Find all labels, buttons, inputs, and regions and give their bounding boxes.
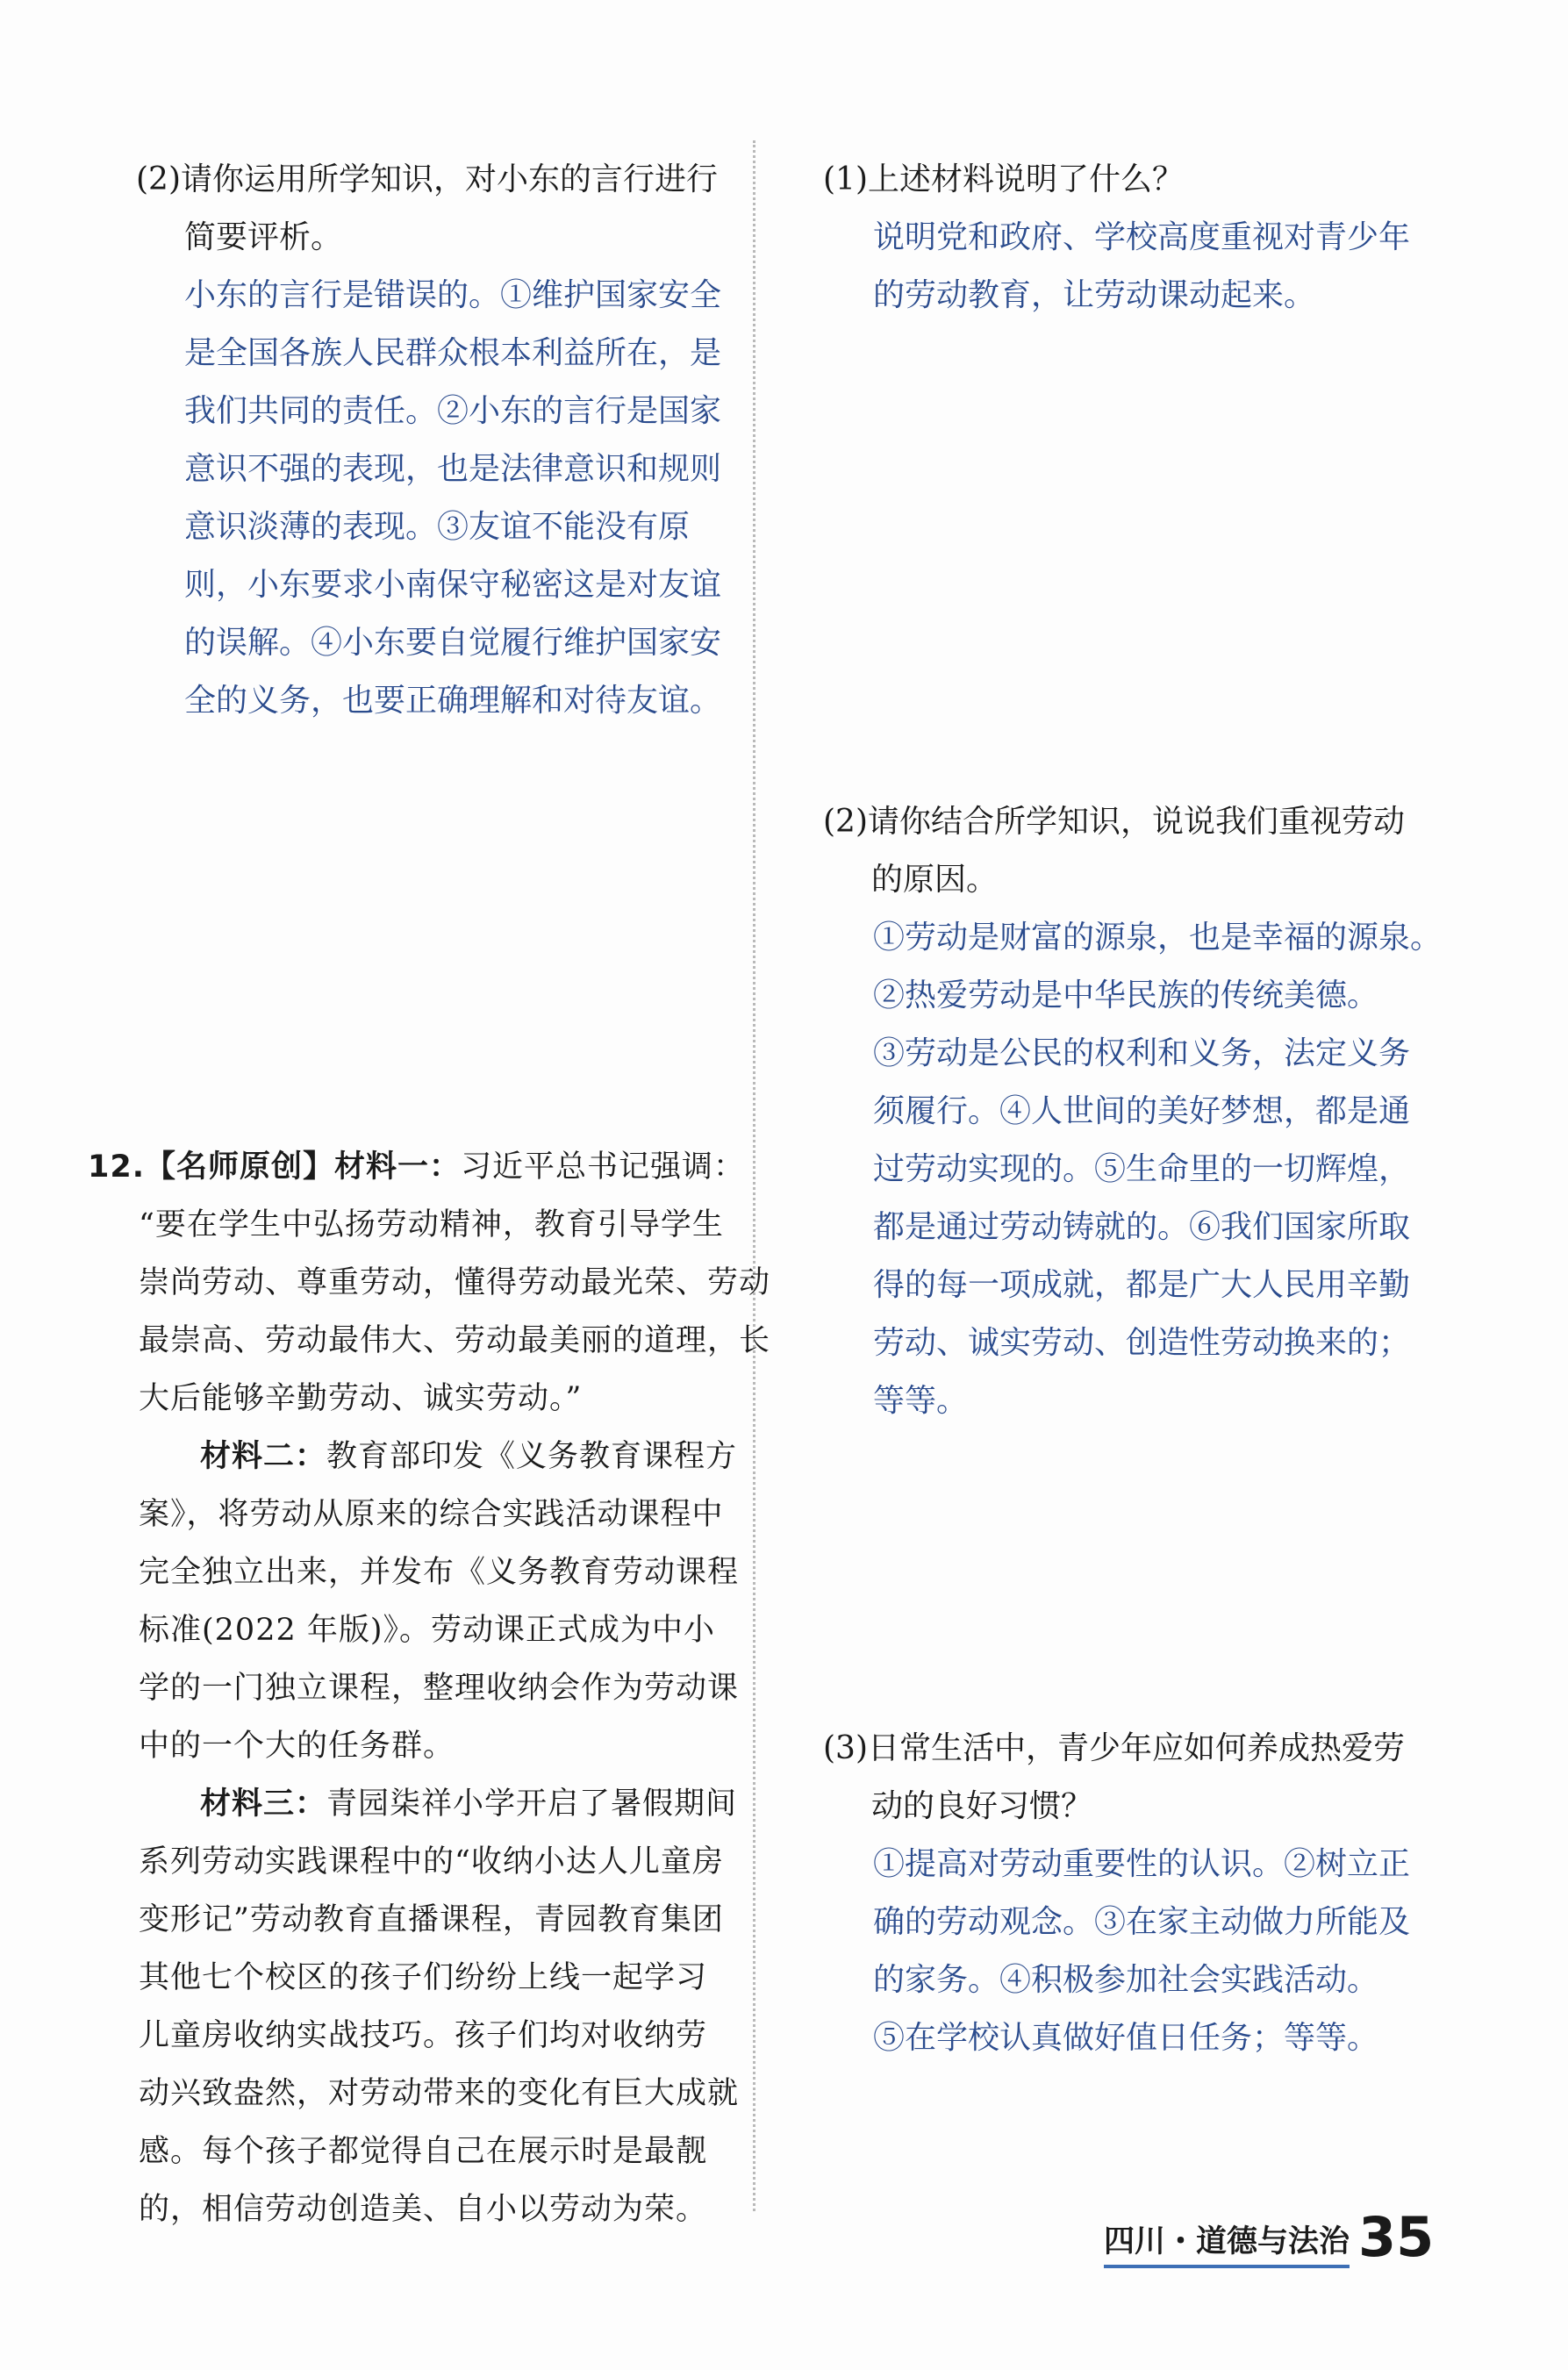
- answer-line: 等等。: [873, 1383, 969, 1419]
- material-text: 青园柒祥小学开启了暑假期间: [326, 1786, 738, 1822]
- question-line: 的原因。: [871, 862, 999, 898]
- answer-line: 的劳动教育，让劳动课动起来。: [873, 277, 1316, 313]
- answer-line: 我们共同的责任。②小东的言行是国家: [184, 393, 722, 429]
- column-divider: [753, 140, 755, 2211]
- question-number: 12.: [88, 1149, 146, 1185]
- right-question-3: [823, 1720, 1437, 2067]
- question-line: (2)请你运用所学知识，对小东的言行进行: [136, 161, 718, 197]
- material-line: 大后能够辛勤劳动、诚实劳动。”: [139, 1381, 583, 1416]
- material-line: 中的一个大的任务群。: [139, 1729, 455, 1764]
- material-text: 习近平总书记强调：: [461, 1149, 746, 1185]
- material-line: 标准(2022 年版)》。劳动课正式成为中小: [139, 1613, 716, 1648]
- answer-line: ②热爱劳动是中华民族的传统美德。: [873, 977, 1379, 1013]
- question-line: (3)日常生活中，青少年应如何养成热爱劳: [823, 1730, 1405, 1766]
- answer-line: 的误解。④小东要自觉履行维护国家安: [184, 625, 722, 661]
- material-line: 学的一门独立课程，整理收纳会作为劳动课: [139, 1671, 740, 1706]
- material-line: 崇尚劳动、尊重劳动，懂得劳动最光荣、劳动: [139, 1265, 771, 1300]
- material-line: 最崇高、劳动最伟大、劳动最美丽的道理，长: [139, 1323, 771, 1358]
- footer-subject: 四川・道德与法治: [1104, 2223, 1350, 2268]
- question-line: (2)请你结合所学知识，说说我们重视劳动: [823, 804, 1405, 840]
- answer-line: 须履行。④人世间的美好梦想，都是通: [873, 1093, 1411, 1129]
- answer-line: ①劳动是财富的源泉，也是幸福的源泉。: [873, 920, 1443, 956]
- material-2-heading: [88, 1428, 737, 1486]
- answer-line: 得的每一项成就，都是广大人民用辛勤: [873, 1267, 1411, 1303]
- question-12-materials: [88, 1138, 771, 2238]
- answer-line: 确的劳动观念。③在家主动做力所能及: [873, 1904, 1411, 1940]
- answer-line: 意识淡薄的表现。③友谊不能没有原: [184, 509, 691, 545]
- answer-line: 的家务。④积极参加社会实践活动。: [873, 1962, 1379, 1998]
- material-line: 的，相信劳动创造美、自小以劳动为荣。: [139, 2192, 708, 2227]
- original-tag: 【名师原创】: [145, 1149, 335, 1185]
- material-line: 感。每个孩子都觉得自己在展示时是最靓: [139, 2134, 708, 2169]
- material-line: 其他七个校区的孩子们纷纷上线一起学习: [139, 1960, 708, 1995]
- page-number: 35: [1358, 2205, 1435, 2269]
- material-line: “要在学生中弘扬劳动精神，教育引导学生: [139, 1207, 724, 1242]
- material-line: 动兴致盎然，对劳动带来的变化有巨大成就: [139, 2076, 740, 2111]
- left-question-2: [136, 151, 733, 730]
- material-line: 完全独立出来，并发布《义务教育劳动课程: [139, 1555, 740, 1590]
- material-label: 材料一：: [334, 1149, 462, 1185]
- question-line: (1)上述材料说明了什么？: [823, 161, 1184, 197]
- material-3-heading: [88, 1775, 737, 1833]
- question-line: 动的良好习惯？: [871, 1788, 1093, 1824]
- page-footer: [1104, 2198, 1434, 2268]
- answer-line: 全的义务，也要正确理解和对待友谊。: [184, 683, 722, 719]
- material-line: 变形记”劳动教育直播课程，青园教育集团: [139, 1902, 724, 1937]
- material-label: 材料三：: [200, 1786, 327, 1822]
- material-line: 案》，将劳动从原来的综合实践活动课程中: [139, 1497, 724, 1532]
- answer-line: ①提高对劳动重要性的认识。②树立正: [873, 1846, 1411, 1882]
- answer-line: 劳动、诚实劳动、创造性劳动换来的；: [873, 1325, 1411, 1361]
- material-line: 系列劳动实践课程中的“收纳小达人儿童房: [139, 1844, 724, 1880]
- answer-line: ⑤在学校认真做好值日任务；等等。: [873, 2020, 1379, 2056]
- material-1-heading: [88, 1138, 746, 1196]
- answer-line: 过劳动实现的。⑤生命里的一切辉煌，: [873, 1151, 1411, 1187]
- material-text: 教育部印发《义务教育课程方: [326, 1439, 738, 1474]
- answer-line: 则，小东要求小南保守秘密这是对友谊: [184, 567, 722, 603]
- answer-line: 说明党和政府、学校高度重视对青少年: [873, 219, 1411, 255]
- answer-line: 是全国各族人民群众根本利益所在，是: [184, 335, 722, 371]
- answer-line: ③劳动是公民的权利和义务，法定义务: [873, 1035, 1411, 1071]
- answer-line: 都是通过劳动铸就的。⑥我们国家所取: [873, 1209, 1411, 1245]
- right-column: [823, 151, 1443, 2067]
- material-label: 材料二：: [200, 1439, 327, 1474]
- answer-line: 意识不强的表现，也是法律意识和规则: [184, 451, 722, 487]
- question-line: 简要评析。: [184, 219, 343, 255]
- right-question-2: [823, 793, 1443, 1430]
- answer-line: 小东的言行是错误的。①维护国家安全: [184, 277, 722, 313]
- right-question-1: [823, 151, 1437, 325]
- material-line: 儿童房收纳实战技巧。孩子们均对收纳劳: [139, 2018, 708, 2053]
